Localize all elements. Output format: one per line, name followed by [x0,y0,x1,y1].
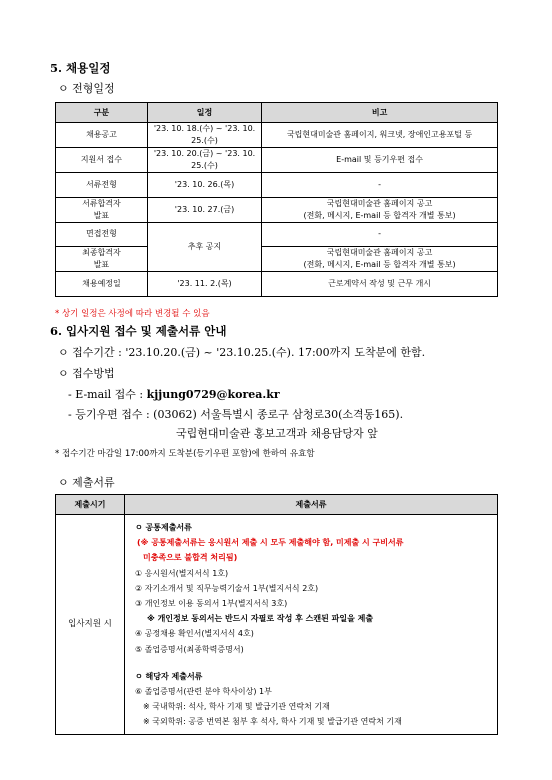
docs-title: ㅇ 제출서류 [58,476,115,489]
table-row [56,222,498,247]
common-docs-title: ㅇ 공통제출서류 [135,523,192,532]
email-line [68,386,280,402]
date-cell: '23. 10. 20.(금) ~ '23. 10. 25.(수) [147,148,261,173]
date-cell: '23. 10. 26.(목) [147,173,261,198]
date-cell-merged: 추후 공지 [147,222,261,272]
method-title: ㅇ 접수방법 [58,367,115,380]
note-cell: 국립현대미술관 홈페이지, 워크넷, 장애인고용포털 등 [262,123,498,148]
schedule-header-row [56,103,498,123]
date-cell: '23. 11. 2.(목) [147,272,261,297]
table-row [56,247,498,272]
stage-cell: 채용공고 [56,123,148,148]
stage-cell: 채용예정일 [56,272,148,297]
note-line2: (전화, 메시지, E-mail 등 합격자 개별 통보) [303,260,456,269]
doc-item: ⑥ 졸업증명서(관련 분야 학사이상) 1부 [135,687,272,697]
table-row [56,272,498,297]
stage-cell [56,247,148,272]
note-cell [262,197,498,222]
table-row [56,148,498,173]
note-cell [262,247,498,272]
note-cell: - [262,173,498,198]
note-cell: 근로계약서 작성 및 근무 개시 [262,272,498,297]
date-cell: '23. 10. 27.(금) [147,197,261,222]
section5-title: 5. 채용일정 [50,61,111,75]
note-line2: (전화, 메시지, E-mail 등 합격자 개별 통보) [303,210,456,220]
docs-row [56,515,498,735]
header-when: 제출시기 [56,495,125,515]
table-row [56,197,498,222]
foreign-degree-note: ※ 국외학위: 공증 번역본 첨부 후 석사, 학사 기재 및 발급기관 연락처 기재 [143,717,402,727]
docs-table [55,494,498,735]
common-docs-warning-line1: (※ 공통제출서류는 응시원서 제출 시 모두 제출해야 함, 미제출 시 구비서류 [137,538,404,548]
applicable-docs-title: ㅇ 해당자 제출서류 [135,671,203,681]
header-date: 일정 [147,103,261,123]
note-line1: 국립현대미술관 홈페이지 공고 [326,248,433,257]
schedule-table [55,102,498,297]
post-address-line: 국립현대미술관 홍보고객과 채용담당자 앞 [176,427,378,440]
note-cell: E-mail 및 등기우편 접수 [262,148,498,173]
docs-header-row [56,495,498,515]
common-docs-warning-line2: 미충족으로 불합격 처리됨) [143,553,238,563]
header-note: 비고 [262,103,498,123]
stage-line2: 발표 [93,210,110,220]
section6-title: 6. 입사지원 접수 및 제출서류 안내 [50,324,227,338]
doc-item: ③ 개인정보 이용 동의서 1부(별지서식 3호) [135,599,288,609]
domestic-degree-note: ※ 국내학위: 석사, 학사 기재 및 발급기관 연락처 기재 [143,702,330,712]
schedule-subheading: ㅇ 전형일정 [58,82,115,95]
doc-item: ⑤ 졸업증명서(최종학력증명서) [135,644,244,654]
stage-cell [56,197,148,222]
header-docs: 제출서류 [125,495,498,515]
note-line1: 국립현대미술관 홈페이지 공고 [326,198,433,208]
table-row [56,173,498,198]
stage-cell: 지원서 접수 [56,148,148,173]
note-cell: - [262,222,498,247]
email-label: - E-mail 접수 : [68,388,147,401]
doc-item: ② 자기소개서 및 직무능력기술서 1부(별지서식 2호) [135,583,319,593]
date-cell: '23. 10. 18.(수) ~ '23. 10. 25.(수) [147,123,261,148]
when-cell: 입사지원 시 [56,515,125,735]
stage-cell: 서류전형 [56,173,148,198]
schedule-footnote: * 상기 일정은 사정에 따라 변경될 수 있음 [55,309,210,319]
doc-item: ④ 공정채용 확인서(별지서식 4호) [135,629,254,639]
privacy-note: ※ 개인정보 동의서는 반드시 자필로 작성 후 스캔된 파일을 제출 [147,614,374,624]
doc-item: ① 응시원서(별지서식 1호) [135,568,229,578]
header-stage: 구분 [56,103,148,123]
stage-line1: 서류합격자 [82,198,121,208]
period-line: ㅇ 접수기간 : '23.10.20.(금) ~ '23.10.25.(수). 17:00까지 도착분에 한함. [58,346,426,359]
post-line: - 등기우편 접수 : (03062) 서울특별시 종로구 삼청로30(소격동165). [68,408,404,421]
stage-line2: 발표 [93,260,110,269]
stage-cell: 면접전형 [56,222,148,247]
stage-line1: 최종합격자 [82,248,121,257]
table-row [56,123,498,148]
deadline-note: * 접수기간 마감일 17:00까지 도착분(등기우편 포함)에 한하여 유효함 [55,449,315,459]
email-address[interactable]: kjjung0729@korea.kr [146,388,280,401]
docs-cell [125,515,498,735]
